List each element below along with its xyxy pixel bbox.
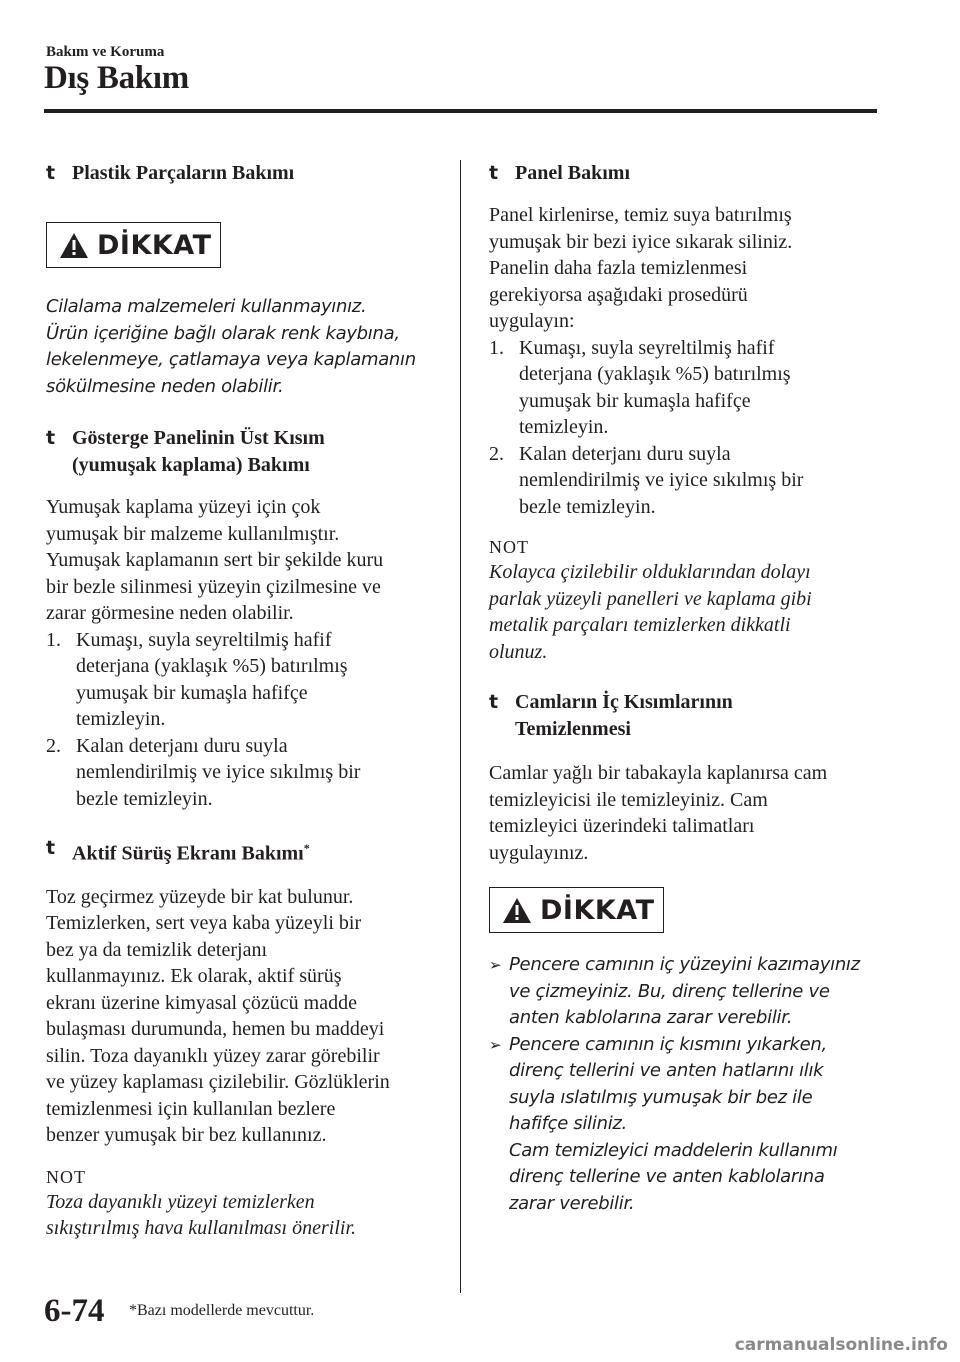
section-bullet-icon: t (46, 837, 56, 859)
list-item: ➢ Pencere camının iç yüzeyini kazımayınız ve çizmeyiniz. Bu, direnç tellerine ve anten kablolarına zarar verebilir. (489, 954, 860, 1028)
page-number: 6-74 (44, 1293, 105, 1329)
section-heading-dashboard-top: t Gösterge Panelinin Üst Kısım (yumuşak kaplama) Bakımı (46, 427, 325, 476)
note-label: NOT (489, 537, 529, 557)
active-display-paragraph: Toz geçirmez yüzeyde bir kat bulunur. Temizlerken, sert veya kaba yüzeyli bir bez ya da temizlik deterjanı kullanmayınız. Ek olarak, aktif sürüş ekranı üzerine kimyasal çözücü madde bulaşması durumunda, hemen bu maddeyi silin. Toza dayanıklı yüzey zarar görebilir ve yüzey kaplaması çizilebilir. Gözlüklerin temizlenmesi için kullanılan bezlere benzer yumuşak bir bez kullanınız. (46, 885, 390, 1147)
list-item: 2. Kalan deterjanı duru suyla nemlendirilmiş ve iyice sıkılmış bir bezle temizleyin. (489, 442, 804, 518)
note-label: NOT (46, 1166, 86, 1187)
list-item: ➢ Pencere camının iç kısmını yıkarken, direnç tellerini ve anten hatlarını ılık suyla ıslatılmış yumuşak bir bez ile hafifçe siliniz. Cam temizleyici maddelerin kullanımı direnç tellerine ve anten kablolarına zarar verebilir. (489, 1033, 838, 1214)
section-heading-plastic: t Plastik Parçaların Bakımı (46, 160, 438, 187)
section-bullet-icon: t (489, 162, 499, 184)
arrow-bullet-icon: ➢ (489, 956, 502, 974)
caution-text: Cilalama malzemeleri kullanmayınız. Ürün içeriğine bağlı olarak renk kaybına, lekelenmeye, çatlamaya veya kaplamanın sökülmesine neden olabilir. (46, 296, 416, 397)
caution-label: DİKKAT (540, 894, 655, 926)
watermark: carmanualsonline.info (734, 1335, 948, 1355)
note-text: Toza dayanıklı yüzeyi temizlerken sıkıştırılmış hava kullanılması önerilir. (46, 1190, 357, 1240)
section-heading-panel: t Panel Bakımı (489, 160, 881, 187)
warning-triangle-icon (59, 232, 89, 259)
note-text: Kolayca çizilebilir olduklarından dolayı parlak yüzeyli panelleri ve kaplama gibi metalik parçaları temizlerken dikkatli olunuz. (489, 561, 812, 663)
panel-paragraph: Panel kirlenirse, temiz suya batırılmış yumuşak bir bezi iyice sıkarak siliniz. Panelin daha fazla temizlenmesi gerekiyorsa aşağıdaki prosedürü uygulayın: (489, 204, 793, 332)
right-column (489, 160, 881, 1217)
section-bullet-icon: t (46, 427, 56, 449)
section-bullet-icon: t (46, 162, 56, 184)
warning-triangle-icon (502, 897, 532, 924)
list-item: 2. Kalan deterjanı duru suyla nemlendirilmiş ve iyice sıkılmış bir bezle temizleyin. (46, 734, 361, 810)
panel-steps (489, 335, 881, 521)
windows-paragraph: Camlar yağlı bir tabakayla kaplanırsa cam temizleyicisi ile temizleyiniz. Cam temizleyici üzerindeki talimatları uygulayınız. (489, 762, 828, 864)
dashboard-top-steps (46, 627, 438, 813)
section-heading-windows: t Camların İç Kısımlarının Temizlenmesi (489, 691, 733, 740)
caution-badge (46, 222, 221, 268)
arrow-bullet-icon: ➢ (489, 1035, 502, 1054)
footnote-marker: * (303, 841, 310, 855)
dashboard-top-paragraph: Yumuşak kaplama yüzeyi için çok yumuşak bir malzeme kullanılmıştır. Yumuşak kaplamanın sert bir şekilde kuru bir bezle silinmesi yüzeyin çizilmesine ve zarar görmesine neden olabilir. (46, 496, 384, 624)
caution-list (489, 952, 881, 1217)
section-bullet-icon: t (489, 691, 499, 713)
section-heading-active-display: t Aktif Sürüş Ekranı Bakımı* (46, 837, 310, 865)
list-item: 1. Kumaşı, suyla seyreltilmiş hafif deterjana (yaklaşık %5) batırılmış yumuşak bir kumaşla hafifçe temizleyin. (489, 336, 791, 438)
page-title: Dış Bakım (44, 60, 189, 96)
header-rule (44, 109, 877, 113)
caution-label: DİKKAT (97, 229, 212, 261)
section-kicker: Bakım ve Koruma (46, 44, 165, 60)
caution-badge (489, 887, 664, 933)
left-column (46, 160, 438, 1242)
list-item: 1. Kumaşı, suyla seyreltilmiş hafif deterjana (yaklaşık %5) batırılmış yumuşak bir kumaşla hafifçe temizleyin. (46, 628, 348, 730)
footnote: *Bazı modellerde mevcuttur. (129, 1302, 315, 1319)
column-divider (460, 160, 461, 1293)
